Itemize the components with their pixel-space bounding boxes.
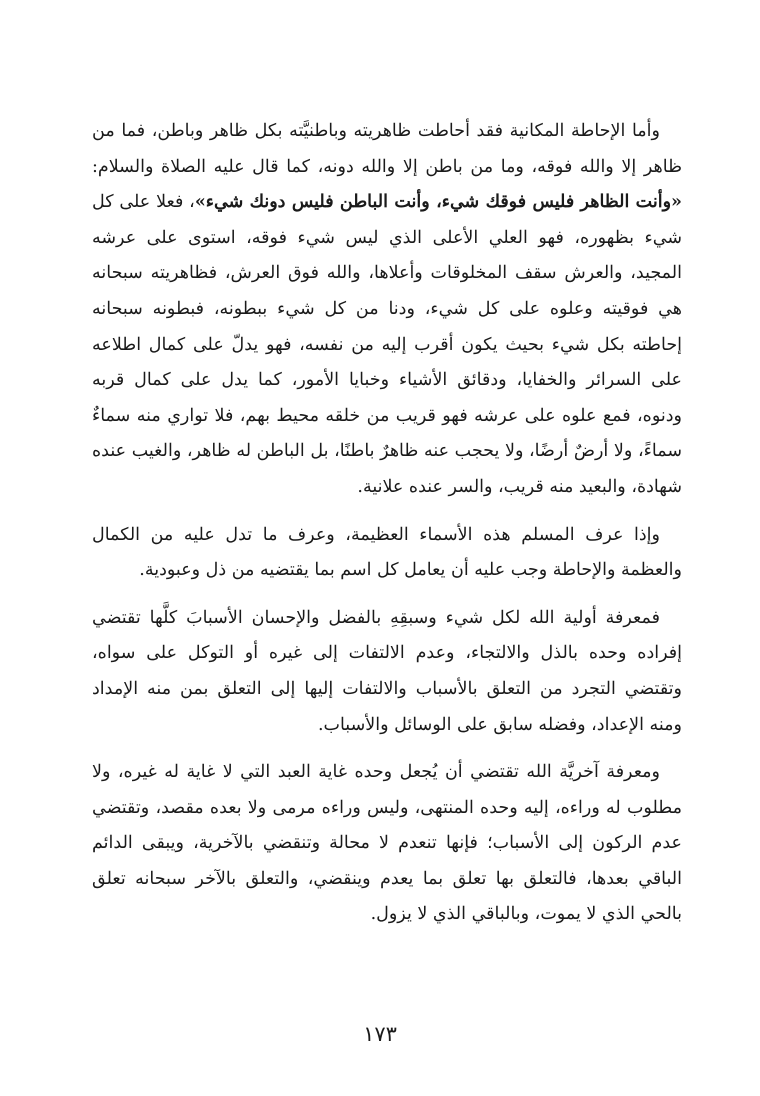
- paragraph-2: وإذا عرف المسلم هذه الأسماء العظيمة، وعرف ما تدل عليه من الكمال والعظمة والإحاطة وجب عليه أن يعامل كل اسم بما يقتضيه من ذل وعبودية.: [92, 524, 682, 581]
- paragraph-1-rest: ، فعلا على كل شيء بظهوره، فهو العلي الأعلى الذي ليس شيء فوقه، استوى على عرشه المجيد، والعرش سقف المخلوقات وأعلاها، والله فوق العرش، فظاهريته سبحانه هي فوقيته وعلوه على كل شيء، ودنا من كل شيء ببطونه، فبطونه سبحانه إحاطته بكل شيء بحيث يكون أقرب إليه من نفسه، فهو يدلّ على كمال اطلاعه على السرائر والخفايا، ودقائق الأشياء وخبايا الأمور، كما يدل على كمال قربه ودنوه، فمع علوه على عرشه فهو قريب من خلقه محيط بهم، فلا تواري منه سماءٌ سماءً، ولا أرضٌ أرضًا، ولا يحجب عنه ظاهرٌ باطنًا، بل الباطن له ظاهر، والغيب عنده شهادة، والبعيد منه قريب، والسر عنده علانية.: [92, 192, 682, 497]
- page-number: ١٧٣: [363, 1022, 397, 1046]
- paragraph-3: فمعرفة أولية الله لكل شيء وسبقِهِ بالفضل والإحسان الأسبابَ كلَّها تقتضي إفراده وحده بالذل والالتجاء، وعدم الالتفات إلى غيره أو التوكل على سواه، وتقتضي التجرد من التعلق بالأسباب والالتفات إليها إلى التعلق بمن منه الإمداد ومنه الإعداد، وفضله سابق على الوسائل والأسباب.: [92, 607, 682, 735]
- paragraph-1: [92, 114, 682, 506]
- page-body: [92, 114, 682, 933]
- paragraph-4: ومعرفة آخريَّة الله تقتضي أن يُجعل وحده غاية العبد التي لا غاية له غيره، ولا مطلوب له وراءه، إليه وحده المنتهى، وليس وراءه مرمى ولا بعده مقصد، وتقتضي عدم الركون إلى الأسباب؛ فإنها تنعدم لا محالة وتنقضي بالآخرية، ويبقى الدائم الباقي بعدها، فالتعلق بها تعلق بما يعدم وينقضي، والتعلق بالآخر سبحانه تعلق بالحي الذي لا يموت، وبالباقي الذي لا يزول.: [92, 762, 682, 925]
- paragraph-1-intro: وأما الإحاطة المكانية فقد أحاطت ظاهريته وباطنيَّته بكل ظاهر وباطن، فما من ظاهر إلا والله فوقه، وما من باطن إلا والله دونه، كما قال عليه الصلاة والسلام:: [92, 121, 682, 177]
- hadith-quote: «وأنت الظاهر فليس فوقك شيء، وأنت الباطن فليس دونك شيء»: [194, 192, 682, 213]
